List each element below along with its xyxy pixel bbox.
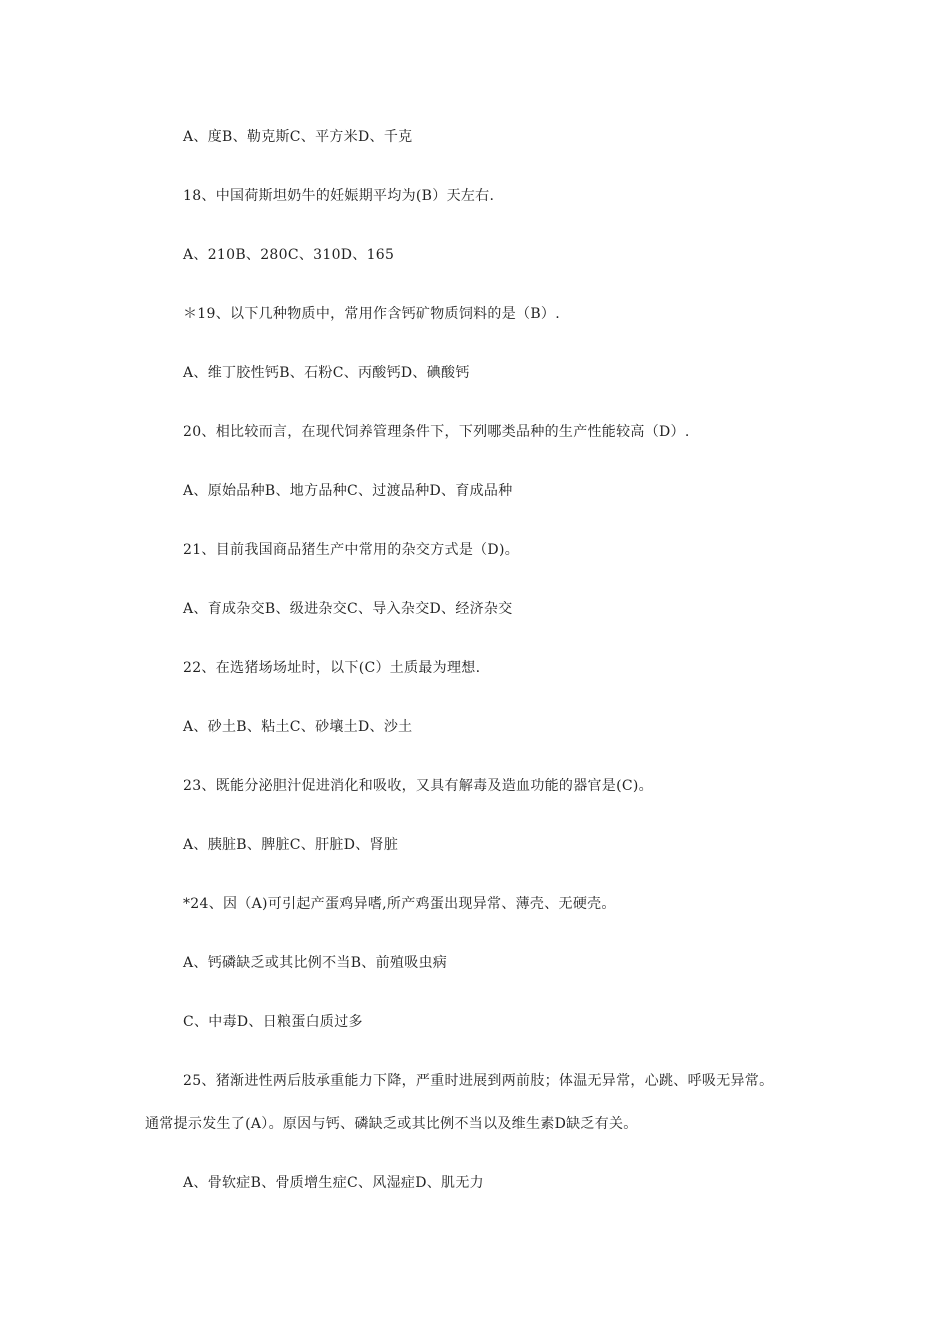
option-line-q22: A、砂土B、粘土C、砂壤土D、沙土: [183, 719, 413, 735]
option-line-q17: A、度B、勒克斯C、平方米D、千克: [183, 129, 413, 145]
option-line-q21: A、育成杂交B、级进杂交C、导入杂交D、经济杂交: [183, 601, 513, 617]
option-line-q23: A、胰脏B、脾脏C、肝脏D、肾脏: [183, 837, 399, 853]
option-line-q25: A、骨软症B、骨质增生症C、风湿症D、肌无力: [183, 1175, 484, 1191]
question-20: 20、相比较而言，在现代饲养管理条件下，下列哪类品种的生产性能较高（D）.: [183, 424, 690, 440]
option-line-q24-cd: C、中毒D、日粮蛋白质过多: [183, 1014, 363, 1030]
question-24: *24、因（A)可引起产蛋鸡异嗜,所产鸡蛋出现异常、薄壳、无硬壳。: [183, 896, 616, 912]
question-23: 23、既能分泌胆汁促进消化和吸收，又具有解毒及造血功能的器官是(C)。: [183, 778, 653, 794]
option-line-q20: A、原始品种B、地方品种C、过渡品种D、育成品种: [183, 483, 513, 499]
option-line-q24-ab: A、钙磷缺乏或其比例不当B、前殖吸虫病: [183, 955, 448, 971]
question-18: 18、中国荷斯坦奶牛的妊娠期平均为(B）天左右.: [183, 188, 495, 204]
option-line-q18: A、210B、280C、310D、165: [183, 247, 395, 263]
question-21: 21、目前我国商品猪生产中常用的杂交方式是（D)。: [183, 542, 519, 558]
question-25-line-2: 通常提示发生了(A）。原因与钙、磷缺乏或其比例不当以及维生素D缺乏有关。: [145, 1116, 638, 1132]
question-19: ＊19、以下几种物质中，常用作含钙矿物质饲料的是（B）.: [183, 306, 560, 322]
question-22: 22、在选猪场场址时，以下(C）土质最为理想.: [183, 660, 481, 676]
question-25-line-1: 25、猪渐进性两后肢承重能力下降，严重时进展到两前肢；体温无异常，心跳、呼吸无异常。: [183, 1073, 774, 1089]
option-line-q19: A、维丁胶性钙B、石粉C、丙酸钙D、碘酸钙: [183, 365, 470, 381]
